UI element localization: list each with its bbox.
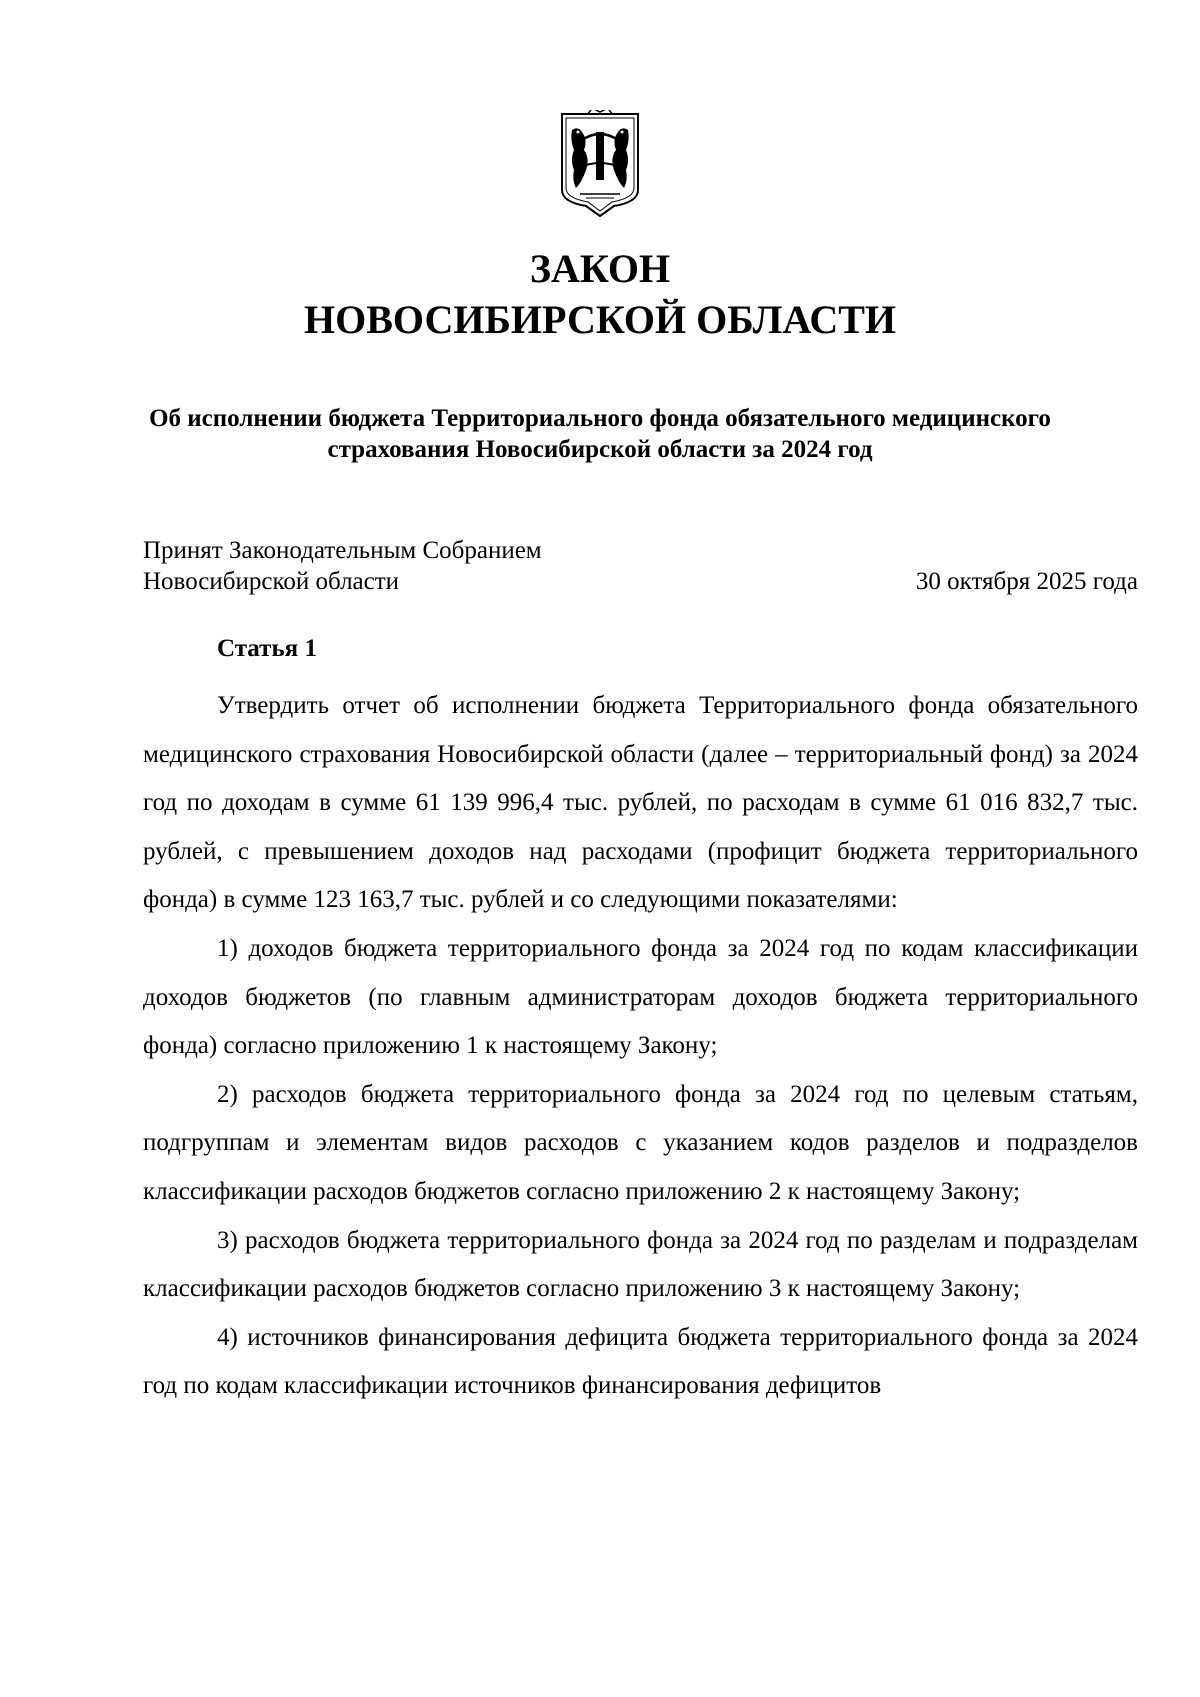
law-subject: Об исполнении бюджета Территориального фонда обязательного медицинского страхования Новосибирской области за 2024 год	[149, 405, 1051, 463]
coat-of-arms-icon	[558, 110, 642, 218]
article-heading: Статья 1	[217, 635, 317, 662]
adopted-line1: Принят Законодательным Собранием	[143, 537, 542, 564]
paragraph: 1) доходов бюджета территориального фонда за 2024 год по кодам классификации доходов бюджетов (по главным администраторам доходов бюджета территориального фонда) согласно приложению 1 к настоящему Закону;	[143, 934, 1138, 1060]
paragraph: Утвердить отчет об исполнении бюджета Территориального фонда обязательного медицинского страхования Новосибирской области (далее – территориальный фонд) за 2024 год по доходам в сумме 61 139 996,4 тыс. рублей, по расходам в сумме 61 016 832,7 тыс. рублей, с превышением доходов над расходами (профицит бюджета территориального фонда) в сумме 123 163,7 тыс. рублей и со следующими показателями:	[143, 692, 1138, 914]
adopted-by	[143, 535, 542, 597]
law-title-line2: НОВОСИБИРСКОЙ ОБЛАСТИ	[303, 297, 897, 342]
adopted-line2: Новосибирской области	[143, 568, 400, 595]
paragraph: 3) расходов бюджета территориального фонда за 2024 год по разделам и подразделам классификации расходов бюджетов согласно приложению 3 к настоящему Закону;	[143, 1226, 1138, 1303]
paragraph: 2) расходов бюджета территориального фонда за 2024 год по целевым статьям, подгруппам и элементам видов расходов с указанием кодов разделов и подразделов классификации расходов бюджетов согласно приложению 2 к настоящему Закону;	[143, 1080, 1138, 1205]
article-body	[143, 682, 1138, 1411]
law-title-line1: ЗАКОН	[529, 246, 671, 291]
paragraph: 4) источников финансирования дефицита бюджета территориального фонда за 2024 год по кодам классификации источников финансирования дефицитов	[143, 1323, 1138, 1400]
adopted-date: 30 октября 2025 года	[915, 568, 1138, 595]
